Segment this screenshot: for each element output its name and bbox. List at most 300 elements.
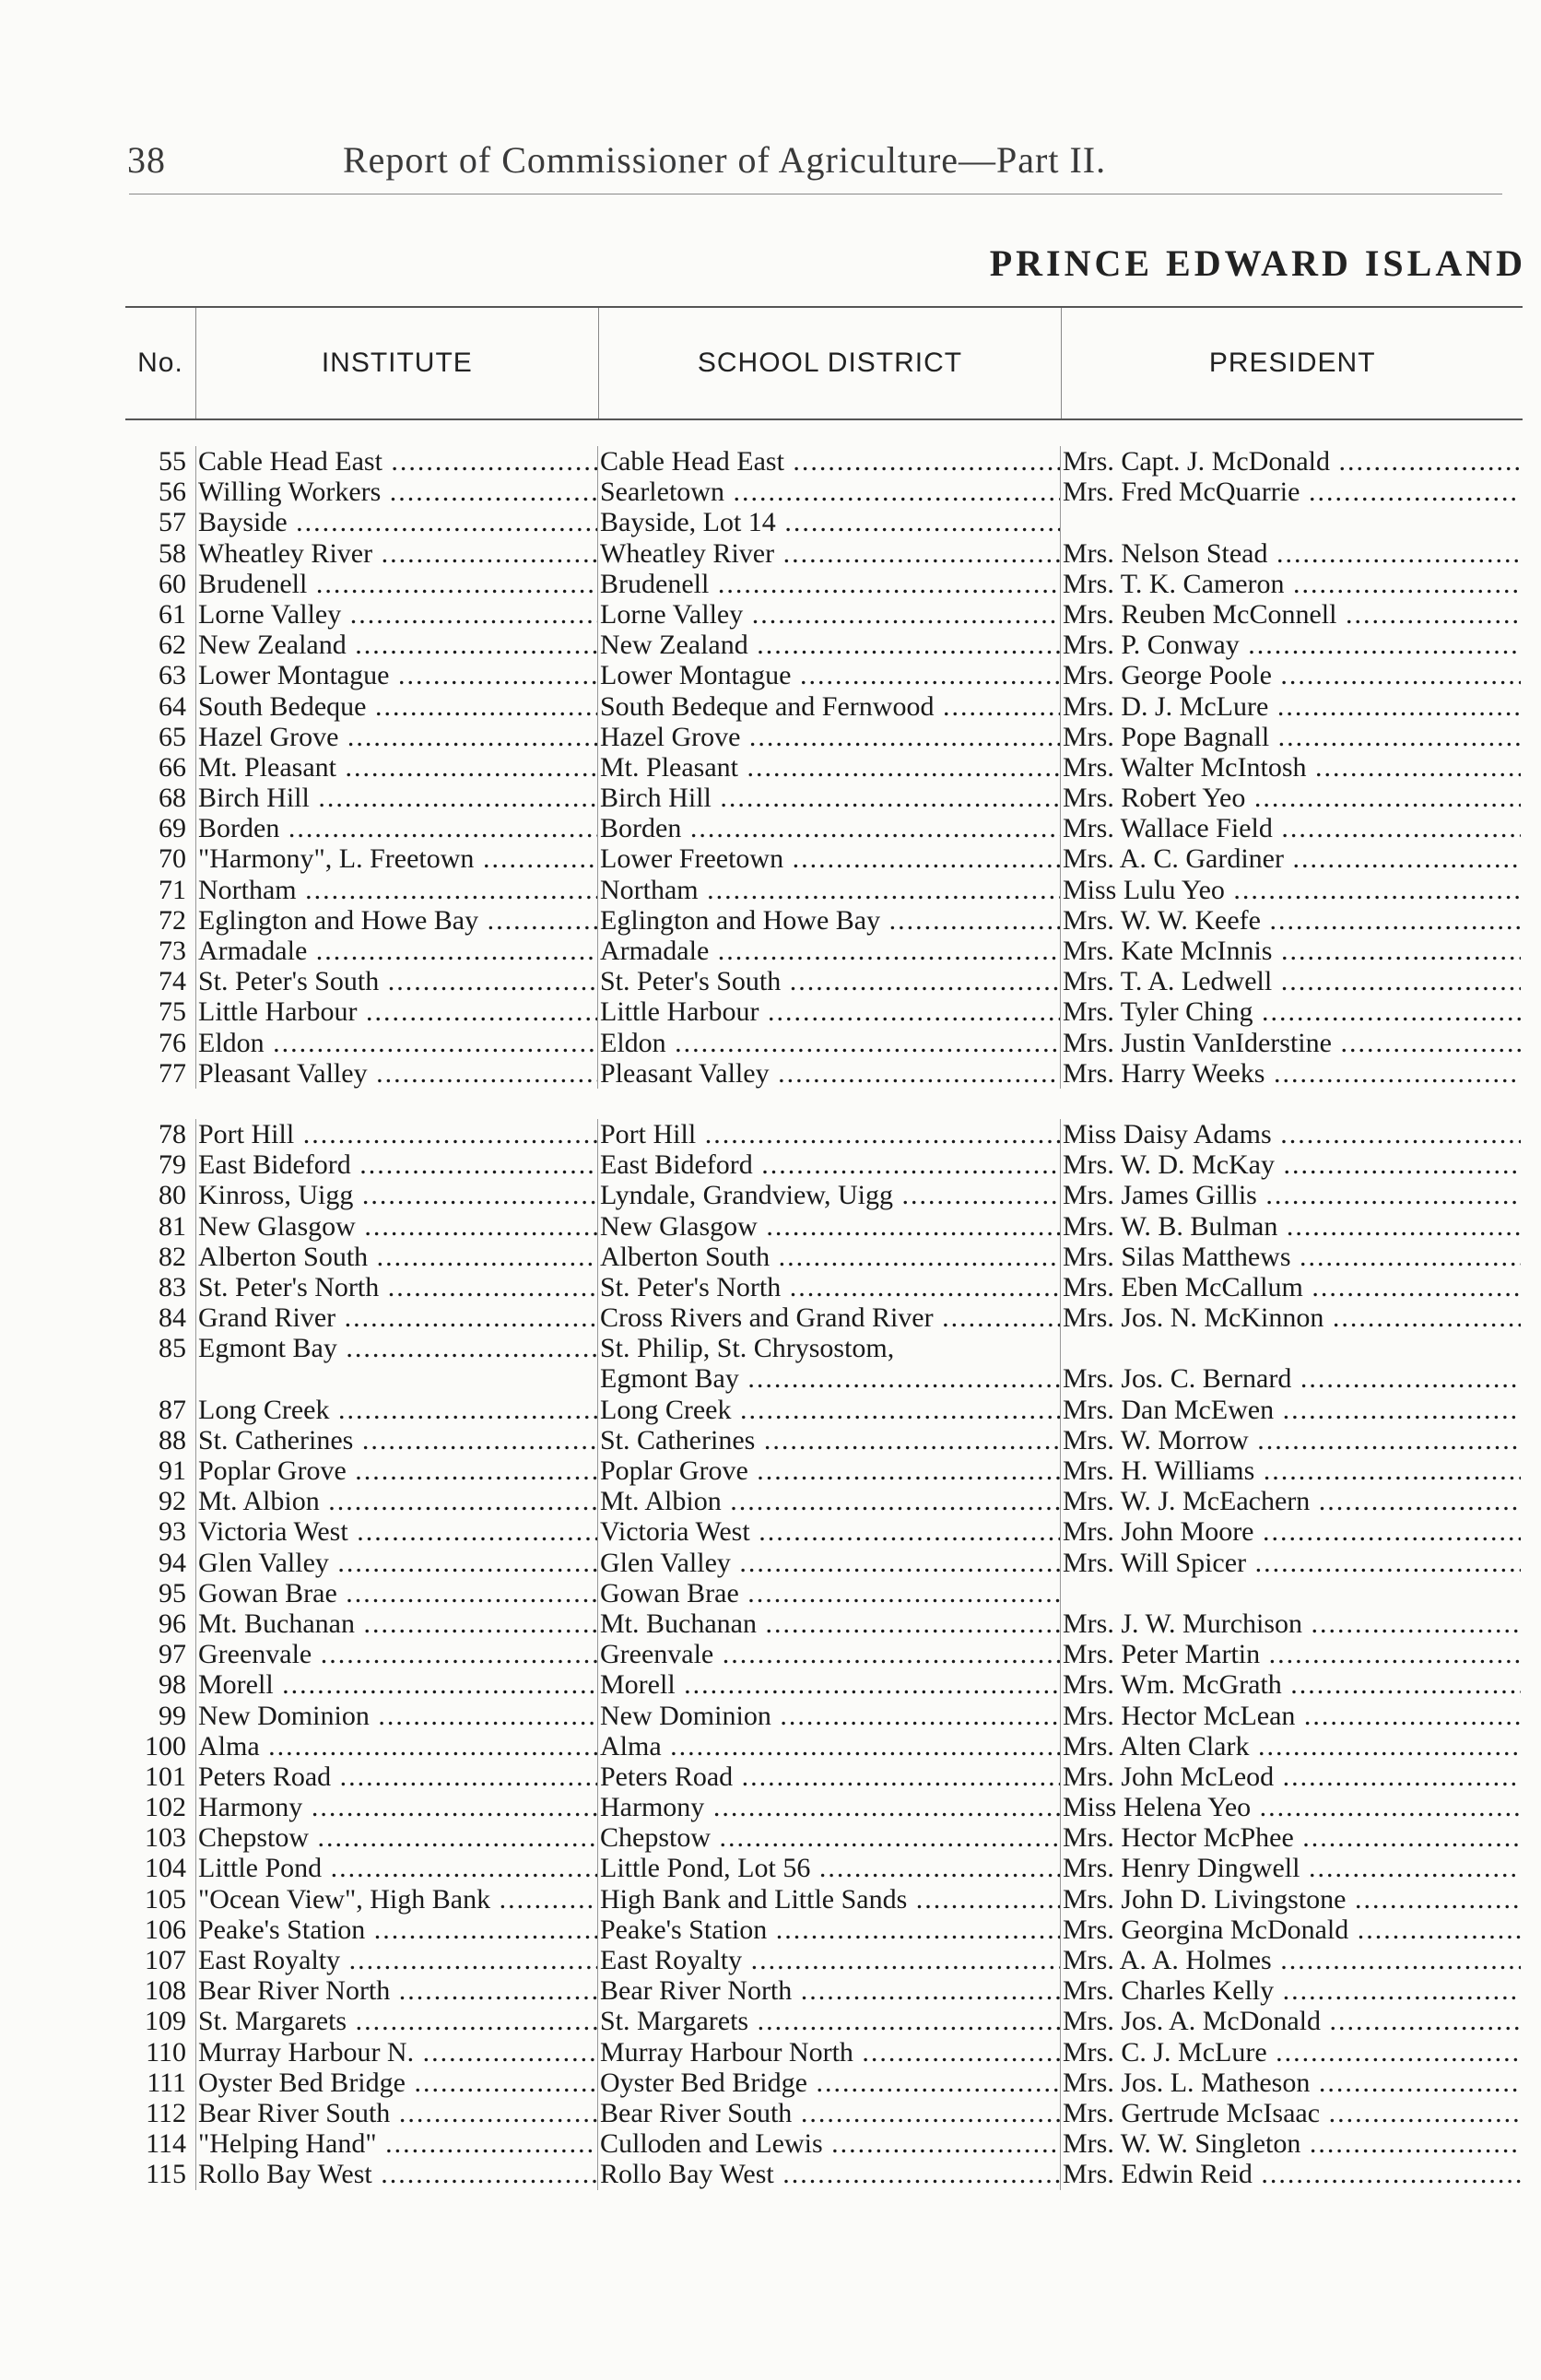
school-district-cell-text: Egmont Bay ..... <box>600 1363 1060 1394</box>
school-district-cell-text: St. Margarets ..... <box>600 2006 1060 2036</box>
president-cell <box>1060 1395 1521 1425</box>
president-cell <box>1060 752 1521 783</box>
row-number <box>125 1425 195 1455</box>
school-district-cell-text: Little Harbour ..... <box>600 996 1060 1027</box>
president-cell-text: Mrs. Pope Bagnall ..... <box>1063 722 1521 752</box>
school-district-cell-text: Long Creek ..... <box>600 1395 1060 1425</box>
president-cell-text: Mrs. Alten Clark ..... <box>1063 1731 1521 1761</box>
institute-cell-text: Hazel Grove ..... <box>198 722 597 752</box>
president-cell-text: Mrs. Peter Martin ..... <box>1063 1639 1521 1669</box>
row-number-text: 102 <box>145 1792 186 1823</box>
institute-cell <box>195 783 597 813</box>
school-district-cell-text: Greenvale ..... <box>600 1639 1060 1669</box>
row-number <box>125 1119 195 1149</box>
president-cell-text: Mrs. Reuben McConnell ..... <box>1063 599 1521 630</box>
row-number <box>125 966 195 996</box>
row-number <box>125 660 195 690</box>
row-number <box>125 507 195 537</box>
institute-cell <box>195 1242 597 1272</box>
president-cell <box>1060 691 1521 722</box>
school-district-cell <box>597 2128 1060 2159</box>
row-number <box>125 936 195 966</box>
row-number <box>125 630 195 660</box>
running-title: Report of Commissioner of Agriculture—Part II. <box>343 139 1107 181</box>
table-row <box>125 1028 1523 1058</box>
school-district-cell-text: East Royalty ..... <box>600 1945 1060 1975</box>
school-district-cell-text: Victoria West ..... <box>600 1516 1060 1547</box>
institute-cell-text: Alberton South ..... <box>198 1242 597 1272</box>
row-number-text: 95 <box>159 1577 186 1608</box>
school-district-cell-text: St. Peter's South ..... <box>600 966 1060 996</box>
institute-cell <box>195 2128 597 2159</box>
row-number <box>125 1761 195 1792</box>
president-cell-text: Mrs. Robert Yeo ..... <box>1063 783 1521 813</box>
school-district-cell <box>597 1425 1060 1455</box>
institute-cell <box>195 752 597 783</box>
row-number-text: 115 <box>146 2159 186 2190</box>
president-cell-text: Mrs. W. W. Keefe ..... <box>1063 905 1521 936</box>
row-number-text: 57 <box>159 507 186 538</box>
table-row <box>125 1578 1523 1608</box>
school-district-cell <box>597 783 1060 813</box>
president-cell-text: Mrs. John Moore ..... <box>1063 1516 1521 1547</box>
institute-cell <box>195 966 597 996</box>
institute-cell <box>195 1792 597 1822</box>
school-district-cell <box>597 1884 1060 1915</box>
school-district-cell-text: Pleasant Valley ..... <box>600 1058 1060 1089</box>
institute-cell <box>195 875 597 905</box>
row-number-text: 70 <box>159 843 186 875</box>
president-cell-text: Mrs. C. J. McLure ..... <box>1063 2037 1521 2068</box>
row-number-text: 66 <box>159 751 186 783</box>
row-number <box>125 538 195 569</box>
president-cell-text: Mrs. Capt. J. McDonald ..... <box>1063 446 1521 477</box>
school-district-cell-text: Northam ..... <box>600 875 1060 905</box>
institute-cell-text: Northam ..... <box>198 875 597 905</box>
president-cell <box>1060 813 1521 843</box>
school-district-cell-text: Mt. Albion ..... <box>600 1486 1060 1516</box>
institute-cell-text: Eldon ..... <box>198 1028 597 1058</box>
table-row <box>125 1516 1523 1547</box>
table-body <box>125 420 1523 2190</box>
table-row <box>125 1608 1523 1639</box>
president-cell-text: Mrs. H. Williams ..... <box>1063 1455 1521 1486</box>
institute-cell <box>195 599 597 630</box>
institute-cell-text: St. Catherines ..... <box>198 1425 597 1455</box>
table-row <box>125 446 1523 477</box>
president-cell-text: Mrs. Eben McCallum ..... <box>1063 1272 1521 1302</box>
table-row <box>125 477 1523 507</box>
president-cell-text: Mrs. Charles Kelly ..... <box>1063 1975 1521 2006</box>
row-number-text: 80 <box>159 1180 186 1211</box>
table-row <box>125 1731 1523 1761</box>
school-district-cell-text: St. Peter's North ..... <box>600 1272 1060 1302</box>
president-cell <box>1060 1058 1521 1089</box>
institute-cell-text: Rollo Bay West ..... <box>198 2159 597 2189</box>
president-cell-text: Mrs. A. C. Gardiner ..... <box>1063 843 1521 874</box>
institute-cell-text: Borden ..... <box>198 813 597 843</box>
school-district-cell <box>597 1180 1060 1210</box>
row-number-text: 101 <box>145 1761 186 1792</box>
school-district-cell-text: Bear River North ..... <box>600 1975 1060 2006</box>
school-district-cell-text: Murray Harbour North ..... <box>600 2037 1060 2068</box>
school-district-cell-text: Lower Montague ..... <box>600 660 1060 690</box>
school-district-cell-text: High Bank and Little Sands ..... <box>600 1884 1060 1915</box>
institute-cell-text: Kinross, Uigg ..... <box>198 1180 597 1210</box>
president-cell-text: Mrs. W. Morrow ..... <box>1063 1425 1521 1455</box>
row-number <box>125 1058 195 1089</box>
school-district-cell-text: Alberton South ..... <box>600 1242 1060 1272</box>
table-row <box>125 996 1523 1027</box>
institute-cell-text: New Glasgow ..... <box>198 1211 597 1242</box>
row-number-text: 81 <box>159 1210 186 1242</box>
president-cell <box>1060 996 1521 1027</box>
school-district-cell <box>597 1975 1060 2006</box>
row-number <box>125 691 195 722</box>
table-row <box>125 691 1523 722</box>
school-district-cell-text: South Bedeque and Fernwood ..... <box>600 691 1060 722</box>
row-number-text: 114 <box>146 2128 186 2160</box>
president-cell <box>1060 905 1521 936</box>
row-number <box>125 1395 195 1425</box>
president-cell <box>1060 1149 1521 1180</box>
school-district-cell-text: Glen Valley ..... <box>600 1548 1060 1578</box>
institute-cell <box>195 1884 597 1915</box>
table-row <box>125 1639 1523 1669</box>
school-district-cell <box>597 996 1060 1027</box>
institute-cell <box>195 1548 597 1578</box>
president-cell-text: Mrs. Wallace Field ..... <box>1063 813 1521 843</box>
president-cell <box>1060 936 1521 966</box>
row-number-text: 64 <box>159 690 186 722</box>
row-number-text: 75 <box>159 996 186 1028</box>
president-cell <box>1060 1853 1521 1883</box>
table-row <box>125 630 1523 660</box>
president-cell-text: Mrs. A. A. Holmes ..... <box>1063 1945 1521 1975</box>
president-cell <box>1060 783 1521 813</box>
president-cell <box>1060 2159 1521 2189</box>
table-row <box>125 1822 1523 1853</box>
president-cell <box>1060 1211 1521 1242</box>
row-number <box>125 1578 195 1608</box>
president-cell-text: Mrs. John D. Livingstone ..... <box>1063 1884 1521 1915</box>
institutes-table <box>125 306 1523 2190</box>
school-district-cell-text: Mt. Pleasant ..... <box>600 752 1060 783</box>
table-row <box>125 722 1523 752</box>
table-row <box>125 905 1523 936</box>
table-row <box>125 1242 1523 1272</box>
president-cell-text: Mrs. Jos. A. McDonald ..... <box>1063 2006 1521 2036</box>
school-district-cell-text: New Zealand ..... <box>600 630 1060 660</box>
institute-cell-text: "Harmony", L. Freetown ..... <box>198 843 597 874</box>
row-number <box>125 1822 195 1853</box>
table-row <box>125 1425 1523 1455</box>
table-row <box>125 538 1523 569</box>
row-number <box>125 1945 195 1975</box>
president-cell-text: Miss Helena Yeo ..... <box>1063 1792 1521 1822</box>
institute-cell <box>195 1395 597 1425</box>
president-cell <box>1060 843 1521 874</box>
section-title: PRINCE EDWARD ISLAND <box>989 242 1526 284</box>
president-cell <box>1060 630 1521 660</box>
president-cell <box>1060 1180 1521 1210</box>
school-district-cell-text: Birch Hill ..... <box>600 783 1060 813</box>
row-number <box>125 446 195 477</box>
president-cell-text: Mrs. Edwin Reid ..... <box>1063 2159 1521 2189</box>
row-number-text: 83 <box>159 1271 186 1302</box>
table-row <box>125 813 1523 843</box>
school-district-cell <box>597 1915 1060 1945</box>
institute-cell-text: Bear River North ..... <box>198 1975 597 2006</box>
table-row <box>125 1395 1523 1425</box>
school-district-cell-text: St. Philip, St. Chrysostom, <box>600 1333 895 1364</box>
institute-cell-text: Poplar Grove ..... <box>198 1455 597 1486</box>
president-cell-text: Mrs. T. A. Ledwell ..... <box>1063 966 1521 996</box>
president-cell <box>1060 477 1521 507</box>
school-district-cell-text: Peake's Station ..... <box>600 1915 1060 1945</box>
president-cell <box>1060 722 1521 752</box>
president-cell <box>1060 1516 1521 1547</box>
row-number-text: 87 <box>159 1394 186 1425</box>
school-district-cell-text: East Bideford ..... <box>600 1149 1060 1180</box>
institute-cell-text: Brudenell ..... <box>198 569 597 599</box>
institute-cell <box>195 2098 597 2128</box>
school-district-cell <box>597 1333 1060 1363</box>
school-district-cell-text: Oyster Bed Bridge ..... <box>600 2068 1060 2098</box>
president-cell <box>1060 1639 1521 1669</box>
president-cell-text: Mrs. John McLeod ..... <box>1063 1761 1521 1792</box>
table-row <box>125 752 1523 783</box>
institute-cell <box>195 1639 597 1669</box>
president-cell <box>1060 1975 1521 2006</box>
school-district-cell <box>597 1028 1060 1058</box>
institute-cell-text: East Royalty ..... <box>198 1945 597 1975</box>
president-cell <box>1060 1608 1521 1639</box>
school-district-cell <box>597 1669 1060 1700</box>
school-district-cell-text: Lower Freetown ..... <box>600 843 1060 874</box>
table-row <box>125 1211 1523 1242</box>
school-district-cell-text: Armadale ..... <box>600 936 1060 966</box>
president-cell-text: Mrs. Justin VanIderstine ..... <box>1063 1028 1521 1058</box>
school-district-cell <box>597 2006 1060 2036</box>
institute-cell <box>195 1058 597 1089</box>
school-district-cell <box>597 477 1060 507</box>
row-number-text: 76 <box>159 1027 186 1058</box>
row-number <box>125 1028 195 1058</box>
president-cell-text: Miss Lulu Yeo ..... <box>1063 875 1521 905</box>
president-cell-text: Mrs. D. J. McLure ..... <box>1063 691 1521 722</box>
school-district-cell <box>597 966 1060 996</box>
row-number-text: 58 <box>159 537 186 569</box>
school-district-cell-text: Culloden and Lewis ..... <box>600 2128 1060 2159</box>
institute-cell <box>195 1669 597 1700</box>
institute-cell <box>195 507 597 537</box>
table-row <box>125 966 1523 996</box>
president-cell <box>1060 1028 1521 1058</box>
school-district-cell-text: Harmony ..... <box>600 1792 1060 1822</box>
row-number <box>125 752 195 783</box>
institute-cell <box>195 1945 597 1975</box>
institute-cell-text: Chepstow ..... <box>198 1822 597 1853</box>
institute-cell <box>195 1608 597 1639</box>
president-cell-text: Mrs. J. W. Murchison ..... <box>1063 1608 1521 1639</box>
school-district-cell-text: Hazel Grove ..... <box>600 722 1060 752</box>
table-row <box>125 1792 1523 1822</box>
president-cell-text: Mrs. Tyler Ching ..... <box>1063 996 1521 1027</box>
row-number <box>125 1792 195 1822</box>
president-cell <box>1060 538 1521 569</box>
institute-cell-text: Lower Montague ..... <box>198 660 597 690</box>
table-row <box>125 1058 1523 1089</box>
institute-cell <box>195 1822 597 1853</box>
school-district-cell-text: Cable Head East ..... <box>600 446 1060 477</box>
table-row <box>125 1548 1523 1578</box>
school-district-cell <box>597 936 1060 966</box>
school-district-cell-text: Eglington and Howe Bay ..... <box>600 905 1060 936</box>
president-cell-text: Mrs. W. J. McEachern ..... <box>1063 1486 1521 1516</box>
row-number <box>125 1455 195 1486</box>
president-cell-text: Mrs. Hector McLean ..... <box>1063 1701 1521 1731</box>
institute-cell-text: St. Peter's North ..... <box>198 1272 597 1302</box>
president-cell-text: Mrs. James Gillis ..... <box>1063 1180 1521 1210</box>
school-district-cell <box>597 1119 1060 1149</box>
row-number <box>125 1639 195 1669</box>
institute-cell-text: Harmony ..... <box>198 1792 597 1822</box>
institute-cell-text: Long Creek ..... <box>198 1395 597 1425</box>
president-cell <box>1060 660 1521 690</box>
row-number-text: 85 <box>159 1333 186 1364</box>
row-number-text: 78 <box>159 1118 186 1149</box>
president-cell <box>1060 1945 1521 1975</box>
school-district-cell-text: Mt. Buchanan ..... <box>600 1608 1060 1639</box>
institute-cell-text: Willing Workers ..... <box>198 477 597 507</box>
row-number <box>125 1180 195 1210</box>
row-number <box>125 1272 195 1302</box>
row-number <box>125 2068 195 2098</box>
president-cell-text: Mrs. Kate McInnis ..... <box>1063 936 1521 966</box>
school-district-cell-text: Searletown ..... <box>600 477 1060 507</box>
school-district-cell-text: Lorne Valley ..... <box>600 599 1060 630</box>
column-header-president: PRESIDENT <box>1061 308 1523 418</box>
school-district-cell <box>597 1822 1060 1853</box>
institute-cell-text: Murray Harbour N. ..... <box>198 2037 597 2068</box>
row-number-text: 107 <box>145 1945 186 1975</box>
row-number-text: 69 <box>159 813 186 844</box>
institute-cell <box>195 722 597 752</box>
institute-cell-text: Eglington and Howe Bay ..... <box>198 905 597 936</box>
institute-cell-text: Cable Head East ..... <box>198 446 597 477</box>
institute-cell <box>195 2068 597 2098</box>
president-cell-text: Mrs. Gertrude McIsaac ..... <box>1063 2098 1521 2128</box>
row-number-text: 71 <box>159 874 186 905</box>
president-cell <box>1060 1455 1521 1486</box>
institute-cell-text: Peters Road ..... <box>198 1761 597 1792</box>
school-district-cell-text: Borden ..... <box>600 813 1060 843</box>
president-cell <box>1060 569 1521 599</box>
row-number-text: 60 <box>159 568 186 599</box>
president-cell <box>1060 1333 1521 1363</box>
institute-cell <box>195 1180 597 1210</box>
president-cell-text: Mrs. Harry Weeks ..... <box>1063 1058 1521 1089</box>
president-cell-text: Miss Daisy Adams ..... <box>1063 1119 1521 1149</box>
president-cell <box>1060 599 1521 630</box>
row-number-text: 65 <box>159 721 186 752</box>
president-cell <box>1060 1272 1521 1302</box>
institute-cell <box>195 660 597 690</box>
president-cell-text: Mrs. Georgina McDonald ..... <box>1063 1915 1521 1945</box>
president-cell-text: Mrs. Jos. N. McKinnon ..... <box>1063 1302 1521 1333</box>
row-number <box>125 843 195 874</box>
president-cell <box>1060 1669 1521 1700</box>
president-cell <box>1060 1884 1521 1915</box>
row-number-text: 96 <box>159 1608 186 1639</box>
institute-cell <box>195 843 597 874</box>
president-cell <box>1060 1822 1521 1853</box>
president-cell <box>1060 507 1521 537</box>
institute-cell <box>195 1028 597 1058</box>
school-district-cell <box>597 691 1060 722</box>
institute-cell-text: Alma ..... <box>198 1731 597 1761</box>
president-cell-text: Mrs. Silas Matthews ..... <box>1063 1242 1521 1272</box>
president-cell <box>1060 2006 1521 2036</box>
institute-cell-text: Port Hill ..... <box>198 1119 597 1149</box>
row-number-text: 98 <box>159 1669 186 1701</box>
institute-cell <box>195 2159 597 2189</box>
institute-cell-text: Grand River ..... <box>198 1302 597 1333</box>
row-number <box>125 1608 195 1639</box>
institute-cell <box>195 1516 597 1547</box>
president-cell <box>1060 1548 1521 1578</box>
row-number <box>125 996 195 1027</box>
president-cell-text: Mrs. Dan McEwen ..... <box>1063 1395 1521 1425</box>
row-number-text: 77 <box>159 1057 186 1089</box>
institute-cell <box>195 1578 597 1608</box>
institute-cell-text: Morell ..... <box>198 1669 597 1700</box>
row-number-text: 94 <box>159 1547 186 1578</box>
row-number <box>125 1975 195 2006</box>
row-number-text: 100 <box>145 1730 186 1761</box>
table-row <box>125 936 1523 966</box>
institute-cell <box>195 1455 597 1486</box>
president-cell-text: Mrs. Henry Dingwell ..... <box>1063 1853 1521 1883</box>
institute-cell-text: Peake's Station ..... <box>198 1915 597 1945</box>
president-cell-text: Mrs. W. D. McKay ..... <box>1063 1149 1521 1180</box>
school-district-cell <box>597 630 1060 660</box>
table-header <box>125 308 1523 418</box>
institute-cell <box>195 1975 597 2006</box>
column-header-school-district: SCHOOL DISTRICT <box>598 308 1062 418</box>
row-number-text: 56 <box>159 477 186 508</box>
institute-cell <box>195 1853 597 1883</box>
school-district-cell <box>597 752 1060 783</box>
row-number-text: 93 <box>159 1516 186 1548</box>
president-cell <box>1060 446 1521 477</box>
president-cell <box>1060 1578 1521 1608</box>
school-district-cell <box>597 722 1060 752</box>
institute-cell-text: Mt. Pleasant ..... <box>198 752 597 783</box>
institute-cell-text: Little Pond ..... <box>198 1853 597 1883</box>
table-row <box>125 1455 1523 1486</box>
table-row <box>125 1119 1523 1149</box>
row-number-text: 99 <box>159 1700 186 1731</box>
institute-cell <box>195 1915 597 1945</box>
school-district-cell <box>597 507 1060 537</box>
school-district-cell-text: Chepstow ..... <box>600 1822 1060 1853</box>
institute-cell-text: St. Peter's South ..... <box>198 966 597 996</box>
table-row <box>125 1149 1523 1180</box>
president-cell-text: Mrs. Fred McQuarrie ..... <box>1063 477 1521 507</box>
row-number <box>125 1669 195 1700</box>
